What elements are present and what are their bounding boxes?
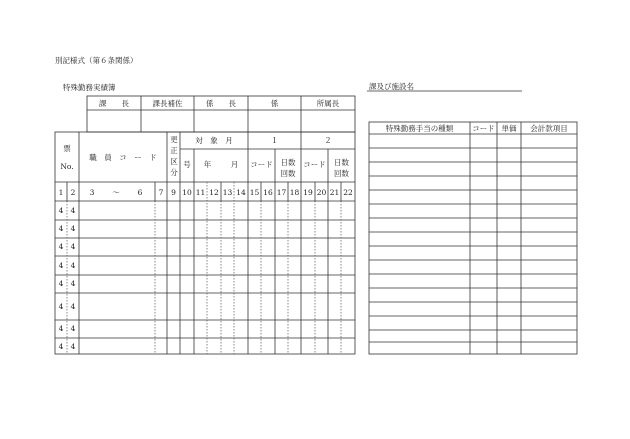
col-number: 18 <box>289 188 300 197</box>
col-number: 12 <box>209 188 219 197</box>
row-slip-number: 4 <box>70 324 76 333</box>
row-slip-number: 4 <box>58 342 64 351</box>
number-header: 号 <box>183 160 191 169</box>
row-slip-number: 4 <box>70 342 76 351</box>
approval-assistant-chief: 課長補佐 <box>152 99 183 108</box>
approval-section-chief: 課 長 <box>99 99 129 108</box>
row-slip-number: 4 <box>70 206 76 215</box>
col-number: 20 <box>316 188 327 197</box>
allowance-unit-price-header: 単価 <box>501 124 517 133</box>
allowance-account-header: 会計款項目 <box>530 124 568 133</box>
correction-header: 更 正 区 分 <box>170 135 178 177</box>
slip-header: 票 <box>63 144 71 153</box>
group2-header: ２ <box>324 136 332 145</box>
col-number: 2 <box>70 188 76 197</box>
col-number: 17 <box>276 188 287 197</box>
col-number: 16 <box>263 188 273 197</box>
staff-code-header: 職 員 コ ー ド <box>89 153 157 162</box>
year-header: 年 <box>203 160 212 169</box>
right-table-title: 課及び施設名 <box>369 82 414 91</box>
col-number: 14 <box>236 188 246 197</box>
col-number: 1 <box>58 188 64 197</box>
row-slip-number: 4 <box>70 279 76 288</box>
col-number: 7 <box>158 188 164 197</box>
col-number: 13 <box>222 188 233 197</box>
col-number: 11 <box>195 188 206 197</box>
row-slip-number: 4 <box>58 302 64 311</box>
row-slip-number: 4 <box>58 324 64 333</box>
page-heading: 別記様式（第６条関係） <box>55 56 138 65</box>
col-number: 19 <box>303 188 313 197</box>
col-number: 9 <box>171 188 176 197</box>
approval-unit-chief: 係 長 <box>206 99 236 108</box>
month-header: 月 <box>230 160 239 169</box>
col-number: 6 <box>137 188 143 197</box>
col-number: 21 <box>329 188 340 197</box>
slip-no-header: No. <box>60 162 74 171</box>
row-slip-number: 4 <box>70 242 76 251</box>
col-number: 15 <box>249 188 260 197</box>
left-table-title: 特殊勤務実績簿 <box>63 83 116 92</box>
target-month-header: 対 象 月 <box>195 136 233 145</box>
row-slip-number: 4 <box>70 302 76 311</box>
group1-days-header: 日数 回数 <box>280 158 296 178</box>
col-number: ～ <box>112 188 120 197</box>
row-slip-number: 4 <box>70 261 76 270</box>
approval-staff: 係 <box>270 99 279 108</box>
row-slip-number: 4 <box>58 224 64 233</box>
allowance-type-header: 特殊勤務手当の種類 <box>385 124 454 133</box>
group2-code-header: コード <box>303 160 326 169</box>
row-slip-number: 4 <box>58 279 64 288</box>
col-number: 22 <box>343 188 353 197</box>
row-slip-number: 4 <box>70 224 76 233</box>
group2-days-header: 日数 回数 <box>334 158 349 178</box>
group1-header: １ <box>270 136 279 145</box>
row-slip-number: 4 <box>58 261 64 270</box>
col-number: 3 <box>89 188 95 197</box>
allowance-code-header: コード <box>472 124 495 133</box>
group1-code-header: コード <box>250 160 273 169</box>
approval-department-head: 所属長 <box>316 99 340 108</box>
col-number: 10 <box>182 188 192 197</box>
row-slip-number: 4 <box>58 242 64 251</box>
row-slip-number: 4 <box>58 206 64 215</box>
allowance-table-border <box>369 122 577 354</box>
